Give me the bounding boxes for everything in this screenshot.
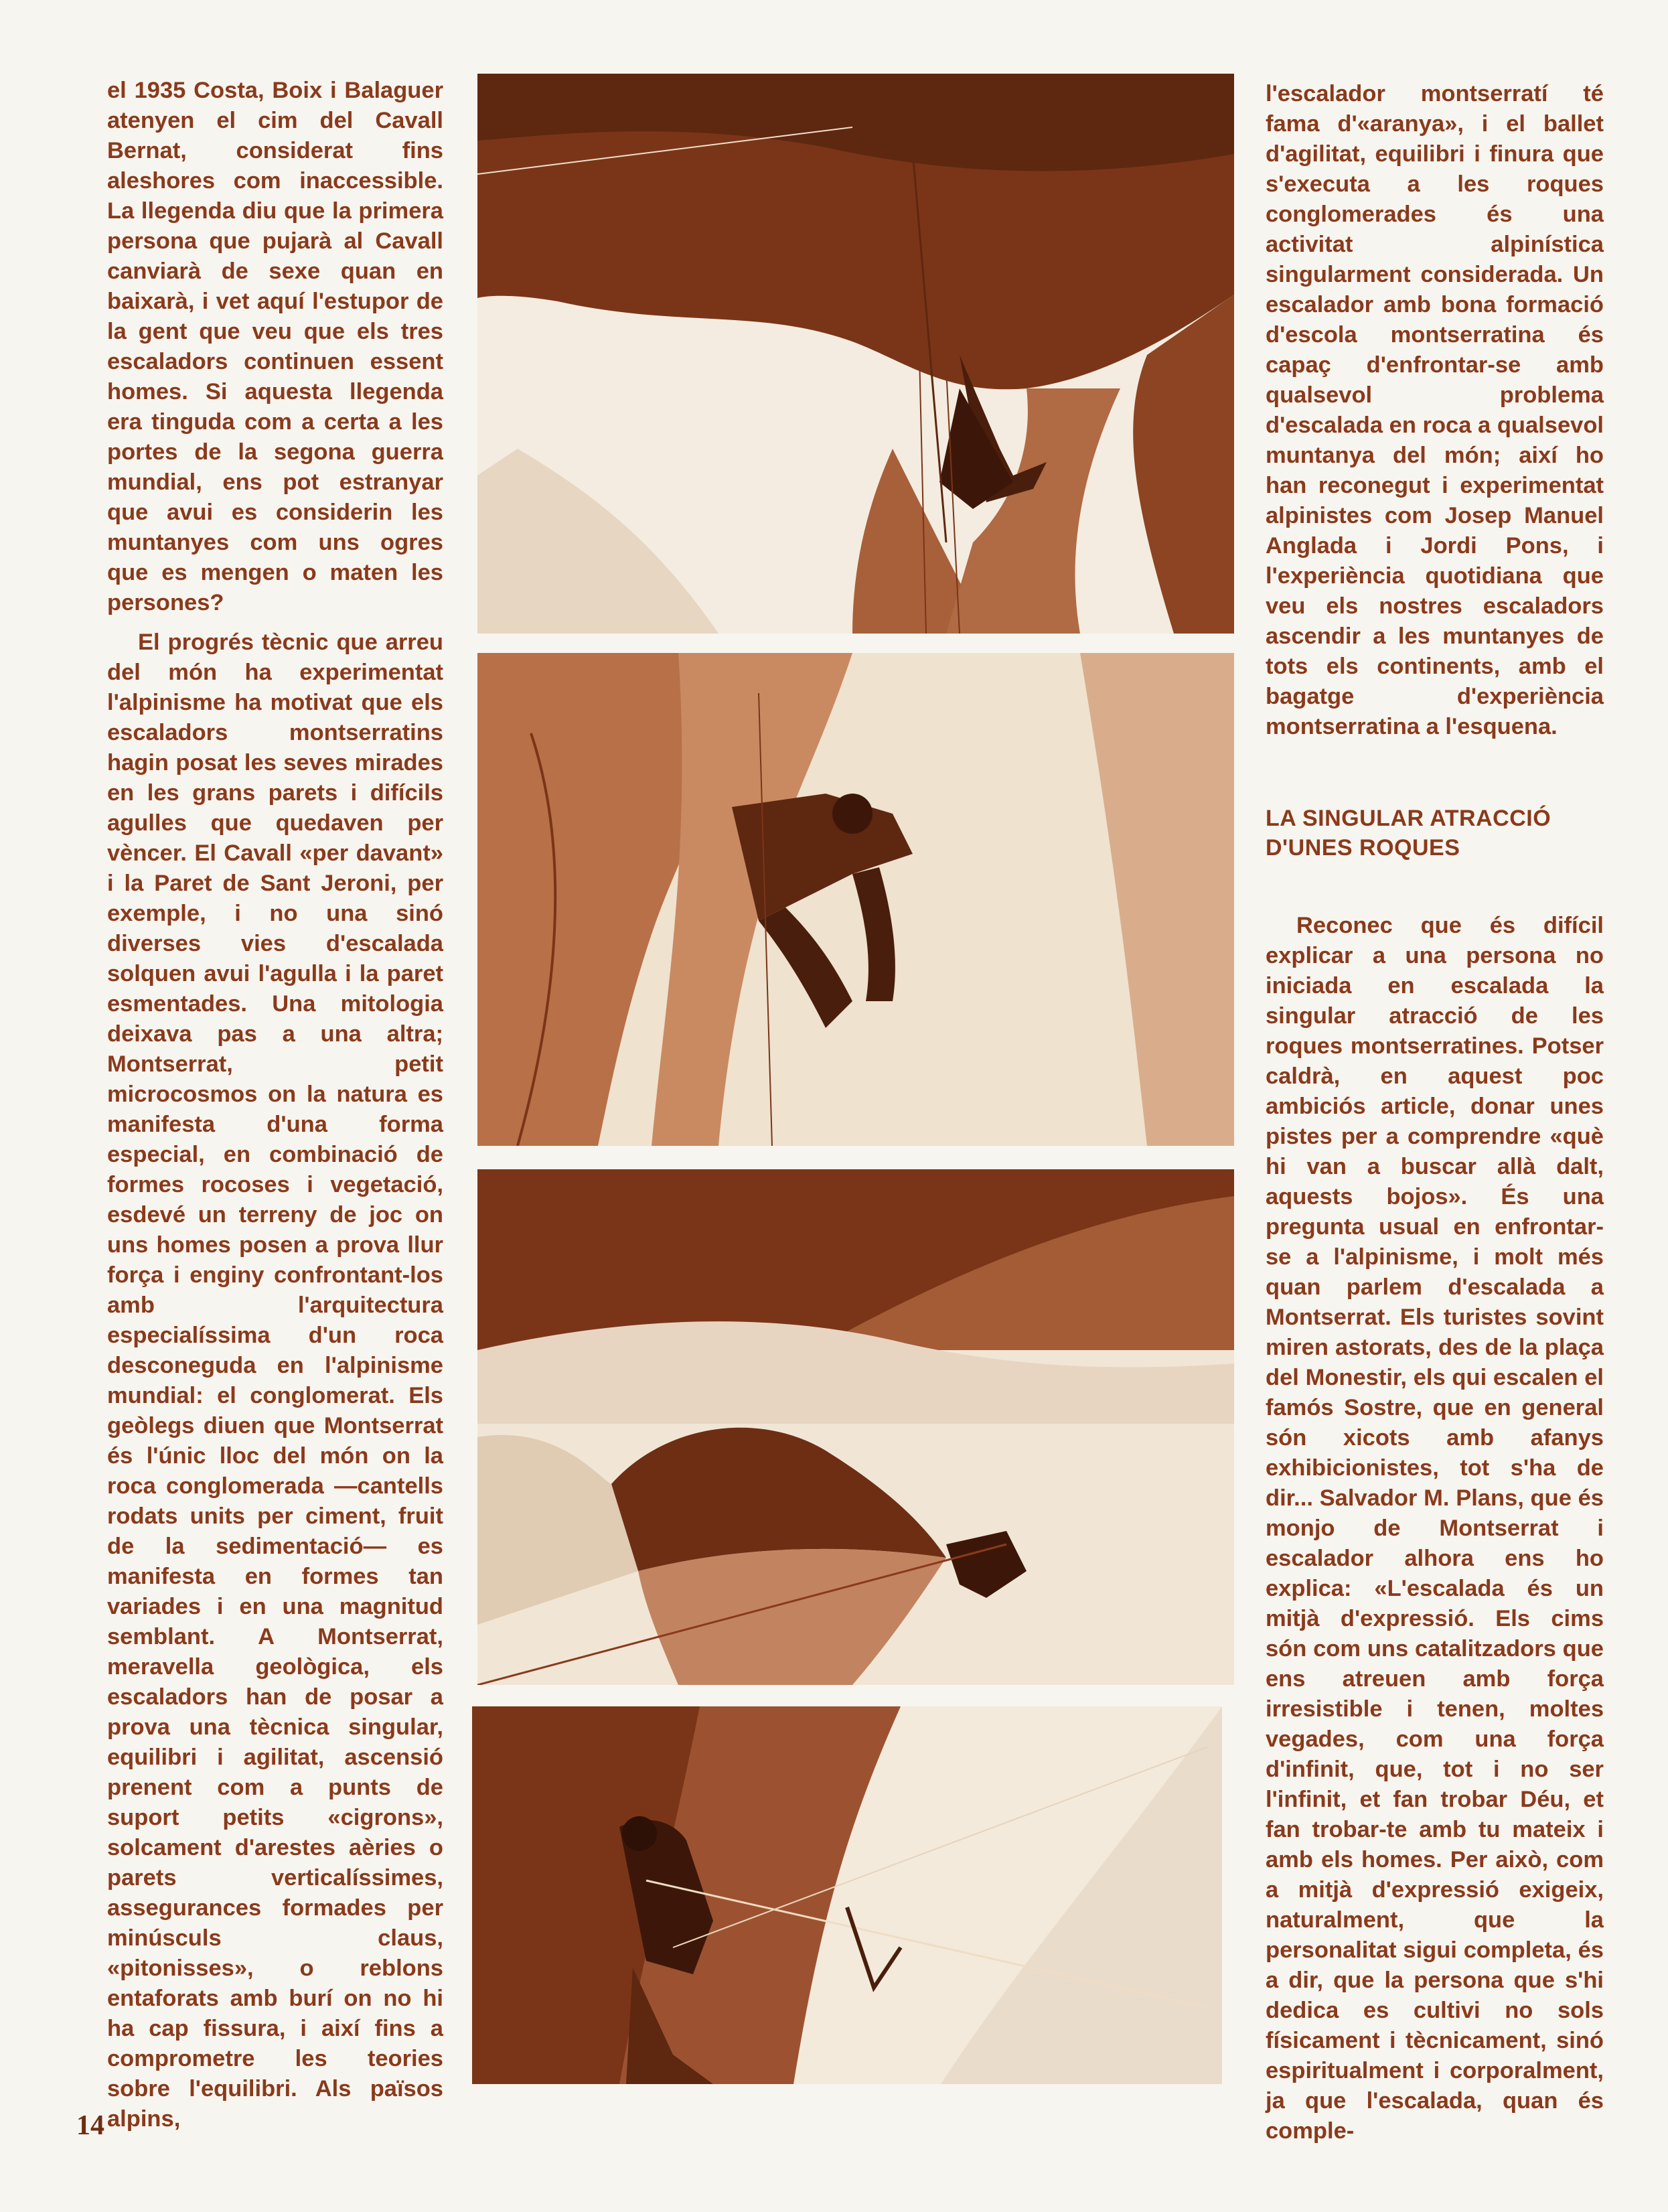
article-column-left <box>107 76 443 2134</box>
section-heading: LA SINGULAR ATRACCIÓ D'UNES ROQUES <box>1266 806 1551 861</box>
photo-climber-overhang <box>477 74 1234 634</box>
paragraph: El progrés tècnic que arreu del món ha experimentat l'alpinisme ha motivat que els escaladors montserratins hagin posat les seves mirades en les grans parets i difícils agulles que quedaven per vèncer. El Cavall «per davant» i la Paret de Sant Jeroni, per exemple, i no una sinó diverses vies d'escalada solquen avui l'agulla i la paret esmentades. Una mitologia deixava pas a una altra; Montserrat, petit microcosmos on la natura es manifesta d'una forma especial, en combinació de formes rocoses i vegetació, esdevé un terreny de joc on uns homes posen a prova llur força i enginy confrontant-los amb l'arquitectura especialíssima d'un roca desconeguda en l'alpinisme mundial: el conglomerat. Els geòlegs diuen que Montserrat és l'únic lloc del món on la roca conglomerada —cantells rodats units per ciment, fruit de la sedimentació— es manifesta en formes tan variades i en una magnitud semblant. A Montserrat, meravella geològica, els escaladors han de posar a prova una tècnica singular, equilibri i agilitat, ascensió prenent com a punts de suport petits «cigrons», solcament d'arestes aèries o parets verticalíssimes, assegurances formades per minúsculs claus, «pitonisses», o reblons entaforats amb burí on no hi ha cap fissura, i així fins a comprometre les teories sobre l'equilibri. Als països alpins, <box>107 630 443 2132</box>
paragraph: Reconec que és difícil explicar a una persona no iniciada en escalada la singular atracció de les roques montserratines. Potser caldrà, en aquest poc ambiciós article, donar unes pistes per a comprendre «què hi van a buscar allà dalt, aquests bojos». És una pregunta usual en enfrontar-se a l'alpinisme, i molt més quan parlem d'escalada a Montserrat. Els turistes sovint miren astorats, des de la plaça del Monestir, els qui escalen el famós Sostre, que en general són xicots amb afanys exhibicionistes, tot s'ha de dir... Salvador M. Plans, que és monjo de Montserrat i escalador alhora ens ho explica: «L'escalada és un mitjà d'expressió. Els cims són com uns catalitzadors que ens atreuen amb força irresistible i tenen, moltes vegades, com una força d'infinit, que, tot i no ser l'infinit, et fan trobar Déu, et fan trobar-te amb tu mateix i amb els homes. Per això, com a mitjà d'expressió exigeix, naturalment, que la personalitat sigui completa, és a dir, que la persona que s'hi dedica es cultivi no sols físicament i tècnicament, sinó espiritualment i corporalment, ja que l'escalada, quan és comple- <box>1266 913 1604 2144</box>
page-number: 14 <box>76 2110 104 2141</box>
paragraph: el 1935 Costa, Boix i Balaguer atenyen el cim del Cavall Bernat, considerat fins aleshores com inaccessible. La llegenda diu que la primera persona que pujarà al Cavall canviarà de sexe quan en baixarà, i vet aquí l'estupor de la gent que veu que els tres escaladors continuen essent homes. Si aquesta llegenda era tinguda com a certa a les portes de la segona guerra mundial, ens pot estranyar que avui es considerin les muntanyes com uns ogres que es mengen o maten les persones? <box>107 78 443 615</box>
photo-climber-dihedral <box>472 1706 1222 2084</box>
photo-climber-wall <box>477 653 1234 1146</box>
article-column-right <box>1266 79 1604 2146</box>
paragraph: l'escalador montserratí té fama d'«aranya», i el ballet d'agilitat, equilibri i finura que s'executa a les roques conglomerades és una activitat alpinística singularment considerada. Un escalador amb bona formació d'escola montserratina és capaç d'enfrontar-se amb qualsevol problema d'escalada en roca a qualsevol muntanya del món; així ho han reconegut i experimentat alpinistes com Josep Manuel Anglada i Jordi Pons, i l'experiència quotidiana que veu els nostres escaladors ascendir a les muntanyes de tots els continents, amb el bagatge d'experiència montserratina a l'esquena. <box>1266 81 1604 739</box>
photo-climber-ridge <box>477 1169 1234 1685</box>
